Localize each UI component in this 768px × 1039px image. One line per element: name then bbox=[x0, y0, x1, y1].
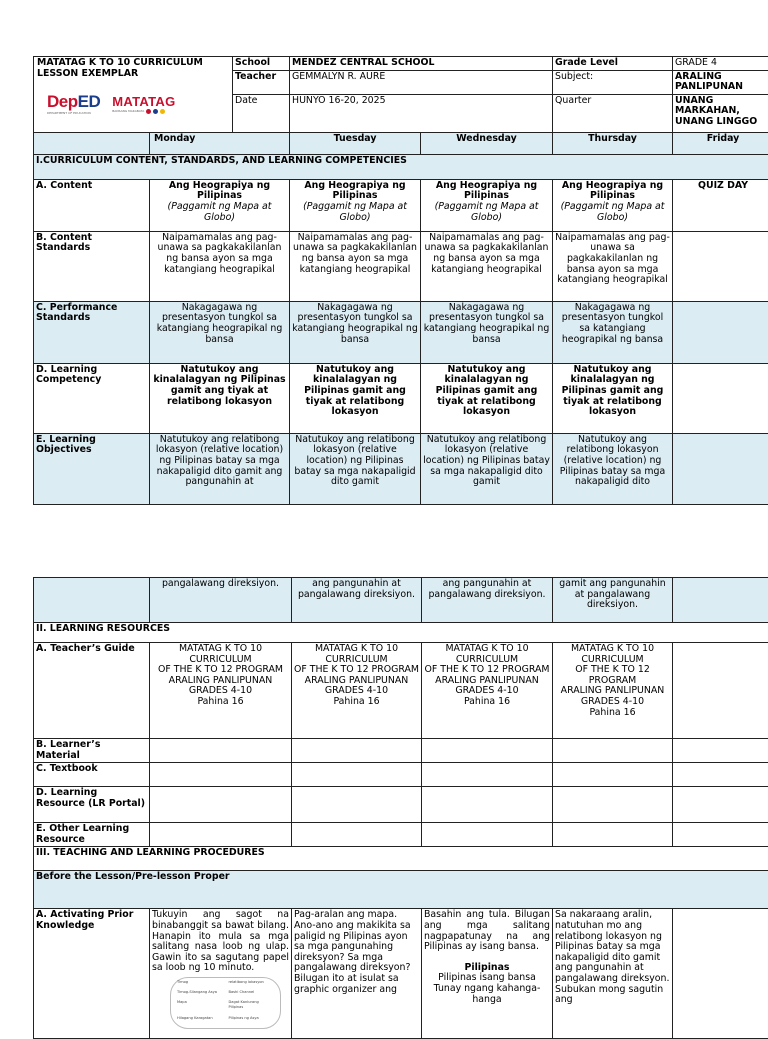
learners-material-label: B. Learner’s Material bbox=[34, 739, 150, 763]
learning-objectives-thursday: Natutukoy ang relatibong lokasyon (relative location) ng Pilipinas batay sa mga nakapaligid dito bbox=[553, 433, 673, 504]
learners-material-thursday bbox=[553, 739, 673, 763]
cloud-word: Timog-Silangang Asya bbox=[177, 990, 223, 1000]
activating-prior-knowledge-thursday: Sa nakaraang aralin, natutuhan mo ang relatibong lokasyon ng Pilipinas batay sa mga nakapaligid dito gamit ang pangunahin at pangalawang direksyon. Subukan mong sagutin ang bbox=[553, 909, 673, 1039]
content-standards-thursday: Naipamamalas ang pag-unawa sa pagkakakilanlan ng bansa ayon sa mga katangiang heograpikal bbox=[553, 231, 673, 301]
textbook-thursday bbox=[553, 763, 673, 787]
cloud-word: Pilipinas ng Asya bbox=[229, 1016, 275, 1026]
performance-standards-tuesday: Nakagagawa ng presentasyon tungkol sa katangiang heograpikal ng bansa bbox=[290, 301, 421, 363]
lesson-exemplar-table-top bbox=[33, 56, 768, 505]
other-resource-label: E. Other Learning Resource bbox=[34, 823, 150, 847]
activating-prior-knowledge-friday bbox=[673, 909, 768, 1039]
deped-logo bbox=[47, 93, 100, 115]
performance-standards-wednesday: Nakagagawa ng presentasyon tungkol sa katangiang heograpikal ng bansa bbox=[421, 301, 553, 363]
matatag-logo-dot-yellow-icon bbox=[160, 109, 165, 114]
date-value: HUNYO 16-20, 2025 bbox=[290, 94, 553, 132]
matatag-logo-subtext: BANSANG MAKABATA bbox=[112, 109, 144, 113]
learning-competency-friday bbox=[673, 363, 768, 433]
section-1-title: I.CURRICULUM CONTENT, STANDARDS, AND LEARNING COMPETENCIES bbox=[34, 154, 768, 179]
content-subtitle: (Paggamit ng Mapa at Globo) bbox=[292, 202, 418, 223]
learning-objectives-wednesday: Natutukoy ang relatibong lokasyon (relative location) ng Pilipinas batay sa mga nakapaligid dito gamit bbox=[421, 433, 553, 504]
deped-logo-text-1: Dep bbox=[47, 92, 78, 111]
learning-objectives-tuesday: Natutukoy ang relatibong lokasyon (relative location) ng Pilipinas batay sa mga nakapaligid dito gamit bbox=[290, 433, 421, 504]
teachers-guide-tuesday: MATATAG K TO 10 CURRICULUM OF THE K TO 12 PROGRAM ARALING PANLIPUNAN GRADES 4-10 Pahina 16 bbox=[292, 643, 422, 739]
other-resource-wednesday bbox=[422, 823, 553, 847]
content-standards-wednesday: Naipamamalas ang pag-unawa sa pagkakakilanlan ng bansa ayon sa mga katangiang heograpikal bbox=[421, 231, 553, 301]
matatag-logo-text: MATATAG bbox=[112, 95, 175, 109]
activating-wednesday-intro: Basahin ang tula. Bilugan ang mga salitang nagpapatunay na ang Pilipinas ay isang bansa. bbox=[424, 910, 550, 952]
lesson-exemplar-table-bottom bbox=[33, 577, 768, 1039]
learning-objectives-cont-monday: pangalawang direksiyon. bbox=[150, 578, 292, 623]
content-subtitle: (Paggamit ng Mapa at Globo) bbox=[423, 202, 550, 223]
cloud-word: Hilagang Karagatan bbox=[177, 1016, 223, 1026]
textbook-friday bbox=[673, 763, 768, 787]
learning-objectives-cont-friday bbox=[673, 578, 768, 623]
learning-objectives-label: E. Learning Objectives bbox=[34, 433, 150, 504]
subject-label: Subject: bbox=[553, 70, 673, 94]
lr-portal-monday bbox=[150, 787, 292, 823]
learning-competency-label: D. Learning Competency bbox=[34, 363, 150, 433]
quarter-value: UNANG MARKAHAN, UNANG LINGGO bbox=[673, 94, 768, 132]
learning-objectives-friday bbox=[673, 433, 768, 504]
grade-level-label: Grade Level bbox=[553, 57, 673, 71]
activating-prior-knowledge-tuesday: Pag-aralan ang mapa. Ano-ano ang makikita sa paligid ng Pilipinas ayon sa mga pangunahing direksyon? Sa mga pangalawang direksyon? Bilugan ito at isulat sa graphic organizer ang bbox=[292, 909, 422, 1039]
performance-standards-friday bbox=[673, 301, 768, 363]
content-monday bbox=[150, 179, 290, 231]
day-header-monday: Monday bbox=[150, 132, 290, 154]
textbook-tuesday bbox=[292, 763, 422, 787]
content-friday: QUIZ DAY bbox=[673, 179, 768, 231]
activating-prior-knowledge-wednesday bbox=[422, 909, 553, 1039]
header-title-line-2: LESSON EXEMPLAR bbox=[37, 69, 229, 80]
performance-standards-label: C. Performance Standards bbox=[34, 301, 150, 363]
cloud-word: Mapa bbox=[177, 1000, 223, 1015]
cloud-word: Bashi Channel bbox=[229, 990, 275, 1000]
day-header-friday: Friday bbox=[673, 132, 768, 154]
teacher-label: Teacher bbox=[233, 70, 290, 94]
learning-objectives-cont-wednesday: ang pangunahin at pangalawang direksiyon. bbox=[422, 578, 553, 623]
section-2-title: II. LEARNING RESOURCES bbox=[34, 623, 768, 643]
other-resource-friday bbox=[673, 823, 768, 847]
teachers-guide-friday bbox=[673, 643, 768, 739]
section-3-title: III. TEACHING AND LEARNING PROCEDURES bbox=[34, 847, 768, 871]
cloud-word: relatibong lokasyon bbox=[229, 980, 275, 990]
teacher-value: GEMMALYN R. AURE bbox=[290, 70, 553, 94]
learners-material-friday bbox=[673, 739, 768, 763]
content-standards-monday: Naipamamalas ang pag-unawa sa pagkakakilanlan ng bansa ayon sa mga katangiang heograpikal bbox=[150, 231, 290, 301]
matatag-logo-dot-blue-icon bbox=[153, 109, 158, 114]
textbook-label: C. Textbook bbox=[34, 763, 150, 787]
teachers-guide-thursday: MATATAG K TO 10 CURRICULUM OF THE K TO 12 PROGRAM ARALING PANLIPUNAN GRADES 4-10 Pahina 16 bbox=[553, 643, 673, 739]
textbook-wednesday bbox=[422, 763, 553, 787]
learning-objectives-cont-label bbox=[34, 578, 150, 623]
learning-competency-wednesday: Natutukoy ang kinalalagyan ng Pilipinas gamit ang tiyak at relatibong lokasyon bbox=[421, 363, 553, 433]
header-title-cell bbox=[34, 57, 233, 133]
teachers-guide-label: A. Teacher’s Guide bbox=[34, 643, 150, 739]
activating-monday-text: Tukuyin ang sagot na binabanggit sa bawat bilang. Hanapin ito mula sa mga salitang nasa loob ng ulap. Gawin ito sa sagutang papel sa loob ng 10 minuto. bbox=[152, 910, 289, 974]
content-subtitle: (Paggamit ng Mapa at Globo) bbox=[152, 202, 287, 223]
header-title-line-1: MATATAG K TO 10 CURRICULUM bbox=[37, 58, 229, 69]
matatag-logo-dot-red-icon bbox=[146, 109, 151, 114]
matatag-logo bbox=[112, 95, 175, 114]
content-label: A. Content bbox=[34, 179, 150, 231]
content-standards-friday bbox=[673, 231, 768, 301]
lr-portal-tuesday bbox=[292, 787, 422, 823]
before-lesson-title: Before the Lesson/Pre-lesson Proper bbox=[34, 871, 768, 909]
deped-logo-subtext: DEPARTMENT OF EDUCATION bbox=[47, 111, 100, 115]
learners-material-monday bbox=[150, 739, 292, 763]
content-title: Ang Heograpiya ng Pilipinas bbox=[152, 181, 287, 202]
teachers-guide-wednesday: MATATAG K TO 10 CURRICULUM OF THE K TO 12 PROGRAM ARALING PANLIPUNAN GRADES 4-10 Pahina 16 bbox=[422, 643, 553, 739]
day-header-wednesday: Wednesday bbox=[421, 132, 553, 154]
content-standards-label: B. Content Standards bbox=[34, 231, 150, 301]
learning-objectives-monday: Natutukoy ang relatibong lokasyon (relative location) ng Pilipinas batay sa mga nakapaligid dito gamit ang pangunahin at bbox=[150, 433, 290, 504]
content-thursday bbox=[553, 179, 673, 231]
lr-portal-thursday bbox=[553, 787, 673, 823]
content-title: Ang Heograpiya ng Pilipinas bbox=[555, 181, 670, 202]
activating-prior-knowledge-label: A. Activating Prior Knowledge bbox=[34, 909, 150, 1039]
learners-material-tuesday bbox=[292, 739, 422, 763]
poem-line-1: Pilipinas isang bansa bbox=[424, 973, 550, 984]
word-cloud-image bbox=[170, 977, 281, 1029]
day-header-thursday: Thursday bbox=[553, 132, 673, 154]
learning-competency-thursday: Natutukoy ang kinalalagyan ng Pilipinas gamit ang tiyak at relatibong lokasyon bbox=[553, 363, 673, 433]
learning-competency-monday: Natutukoy ang kinalalagyan ng Pilipinas gamit ang tiyak at relatibong lokasyon bbox=[150, 363, 290, 433]
cloud-word: Dagat Kanlurang Pilipinas bbox=[229, 1000, 275, 1015]
activating-prior-knowledge-monday bbox=[150, 909, 292, 1039]
learning-objectives-cont-thursday: gamit ang pangunahin at pangalawang direksiyon. bbox=[553, 578, 673, 623]
other-resource-thursday bbox=[553, 823, 673, 847]
content-tuesday bbox=[290, 179, 421, 231]
content-title: Ang Heograpiya ng Pilipinas bbox=[423, 181, 550, 202]
content-standards-tuesday: Naipamamalas ang pag-unawa sa pagkakakilanlan ng bansa ayon sa mga katangiang heograpikal bbox=[290, 231, 421, 301]
performance-standards-monday: Nakagagawa ng presentasyon tungkol sa katangiang heograpikal ng bansa bbox=[150, 301, 290, 363]
lr-portal-label: D. Learning Resource (LR Portal) bbox=[34, 787, 150, 823]
cloud-word: Timog bbox=[177, 980, 223, 990]
subject-value: ARALING PANLIPUNAN bbox=[673, 70, 768, 94]
day-header-tuesday: Tuesday bbox=[290, 132, 421, 154]
quarter-label: Quarter bbox=[553, 94, 673, 132]
deped-logo-text-2: ED bbox=[78, 92, 101, 111]
day-header-blank bbox=[34, 132, 150, 154]
textbook-monday bbox=[150, 763, 292, 787]
performance-standards-thursday: Nakagagawa ng presentasyon tungkol sa katangiang heograpikal ng bansa bbox=[553, 301, 673, 363]
other-resource-tuesday bbox=[292, 823, 422, 847]
poem-title: Pilipinas bbox=[424, 963, 550, 974]
header-logos bbox=[47, 93, 229, 115]
teachers-guide-monday: MATATAG K TO 10 CURRICULUM OF THE K TO 12 PROGRAM ARALING PANLIPUNAN GRADES 4-10 Pahina 16 bbox=[150, 643, 292, 739]
lr-portal-wednesday bbox=[422, 787, 553, 823]
content-subtitle: (Paggamit ng Mapa at Globo) bbox=[555, 202, 670, 223]
learning-objectives-cont-tuesday: ang pangunahin at pangalawang direksiyon. bbox=[292, 578, 422, 623]
date-label: Date bbox=[233, 94, 290, 132]
other-resource-monday bbox=[150, 823, 292, 847]
school-label: School bbox=[233, 57, 290, 71]
school-value: MENDEZ CENTRAL SCHOOL bbox=[290, 57, 553, 71]
lr-portal-friday bbox=[673, 787, 768, 823]
content-title: Ang Heograpiya ng Pilipinas bbox=[292, 181, 418, 202]
learning-competency-tuesday: Natutukoy ang kinalalagyan ng Pilipinas gamit ang tiyak at relatibong lokasyon bbox=[290, 363, 421, 433]
content-wednesday bbox=[421, 179, 553, 231]
grade-level-value: GRADE 4 bbox=[673, 57, 768, 71]
poem-line-2: Tunay ngang kahanga-hanga bbox=[424, 984, 550, 1005]
learners-material-wednesday bbox=[422, 739, 553, 763]
